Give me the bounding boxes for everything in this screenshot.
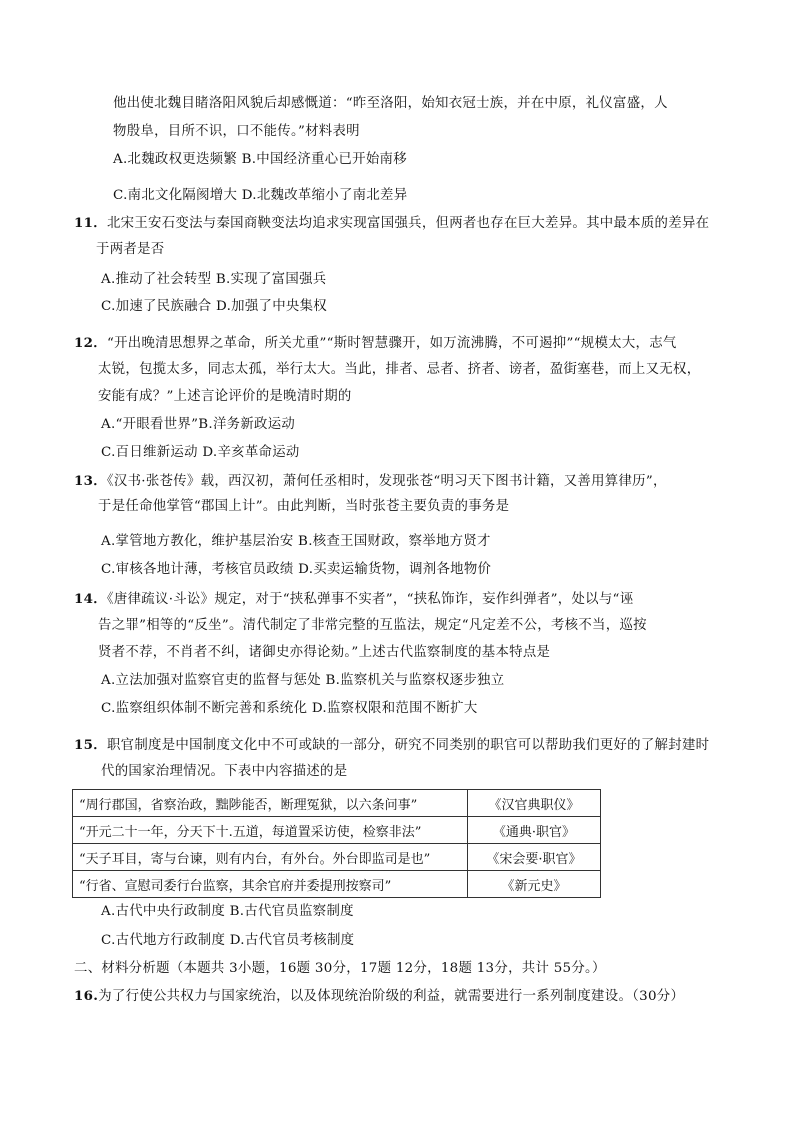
q13-options-cd: C.审核各地计薄，考核官员政绩 D.买卖运输货物，调剂各地物价 (101, 562, 492, 577)
q12-number: 12． (74, 335, 107, 351)
q14-number: 14． (74, 591, 107, 607)
section-heading: 二、材料分析题（本题共 3小题，16题 30分，17题 12分，18题 13分，共计 55分。） (74, 961, 606, 976)
table-cell-source: 《汉官典职仪》 (468, 790, 601, 817)
table-cell-source: 《通典·职官》 (468, 817, 601, 844)
q10-stem-line2: 物殷阜，目所不识，口不能传。”材料表明 (113, 124, 360, 139)
q15-options-ab: A.古代中央行政制度 B.古代官员监察制度 (101, 904, 354, 919)
q15-stem: 职官制度是中国制度文化中不可或缺的一部分，研究不同类别的职官可以帮助我们更好的了解封建时 (106, 738, 710, 753)
q12-stem-line3: 安能有成？”上述言论评价的是晚清时期的 (98, 389, 352, 404)
q11-line1 (74, 213, 709, 234)
q12-options-cd: C.百日维新运动 D.辛亥革命运动 (101, 445, 300, 460)
q14-options-cd: C.监察组织体制不断完善和系统化 D.监察权限和范围不断扩大 (101, 701, 478, 716)
q15-stem-line2: 代的国家治理情况。下表中内容描述的是 (101, 764, 348, 779)
q14-stem-line3: 贤者不荐，不肖者不纠，诸御史亦得论劾。”上述古代监察制度的基本特点是 (98, 645, 551, 660)
table-row (73, 844, 601, 871)
q10-stem-line1: 他出使北魏目睹洛阳风貌后却感慨道：“昨至洛阳，始知衣冠士族，并在中原，礼仪富盛，人 (113, 96, 668, 111)
q11-stem-line2: 于两者是否 (96, 242, 165, 257)
table-cell-source: 《新元史》 (468, 871, 601, 898)
q11-stem: 北宋王安石变法与秦国商鞅变法均追求实现富国强兵，但两者也存在巨大差异。其中最本质的差异在 (106, 216, 710, 231)
q14-options-ab: A.立法加强对监察官吏的监督与惩处 B.监察机关与监察权逐步独立 (101, 673, 505, 688)
q15-options-cd: C.古代地方行政制度 D.古代官员考核制度 (101, 933, 355, 948)
table-cell-quote: “开元二十一年，分天下十.五道，每道置采访使，检察非法” (73, 817, 468, 844)
q14-line1 (74, 589, 633, 610)
table-cell-source: 《宋会要·职官》 (468, 844, 601, 871)
table-cell-quote: “天子耳目，寄与台谏，则有内台，有外台。外台即监司是也” (73, 844, 468, 871)
q12-stem: “开出晚清思想界之革命，所关尤重”“斯时智慧骤开，如万流沸腾，不可遏抑”“规模太大，志气 (106, 336, 677, 351)
q14-stem-line2: 告之罪”相等的“反坐”。清代制定了非常完整的互监法，规定“凡定差不公，考核不当，巡按 (98, 618, 647, 633)
q10-options-ab: A.北魏政权更迭频繁 B.中国经济重心已开始南移 (113, 152, 407, 167)
q13-stem-line2: 于是任命他掌管“郡国上计”。由此判断，当时张苍主要负责的事务是 (98, 499, 510, 514)
q15-number: 15． (74, 737, 107, 753)
q13-options-ab: A.掌管地方教化，维护基层治安 B.核查王国财政，察举地方贤才 (101, 534, 491, 549)
q13-number: 13． (74, 473, 107, 489)
q11-options-cd: C.加速了民族融合 D.加强了中央集权 (101, 299, 327, 314)
table-row (73, 871, 601, 898)
table-row (73, 817, 601, 844)
source-table (72, 789, 601, 898)
table-row (73, 790, 601, 817)
q12-options-ab: A.“开眼看世界”B.洋务新政运动 (101, 417, 296, 432)
q12-stem-line2: 太锐，包揽太多，同志太孤，举行太大。当此，排者、忌者、挤者、谤者，盈街塞巷，而上又无权， (98, 362, 701, 377)
q16-line1 (74, 986, 684, 1007)
q12-line1 (74, 333, 677, 354)
q15-line1 (74, 735, 709, 756)
q10-options-cd: C.南北文化隔阂增大 D.北魏改革缩小了南北差异 (113, 188, 408, 203)
table-cell-quote: “行省、宣慰司委行台监察，其余官府并委提刑按察司” (73, 871, 468, 898)
q11-number: 11． (74, 215, 107, 231)
q16-stem: 为了行使公共权力与国家统治，以及体现统治阶级的利益，就需要进行一系列制度建设。（30分） (98, 989, 685, 1004)
q11-options-ab: A.推动了社会转型 B.实现了富国强兵 (101, 272, 327, 287)
q13-line1 (74, 471, 667, 492)
q13-stem: 《汉书·张苍传》载，西汉初，萧何任丞相时，发现张苍“明习天下图书计籍，又善用算律历”， (106, 474, 667, 489)
table-cell-quote: “周行郡国，省察治政，黜陟能否，断理冤狱，以六条问事” (73, 790, 468, 817)
q14-stem: 《唐律疏议·斗讼》规定，对于“挟私弹事不实者”，“挟私饰诈，妄作纠弹者”，处以与“诬 (106, 592, 634, 607)
q16-number: 16. (74, 988, 99, 1004)
